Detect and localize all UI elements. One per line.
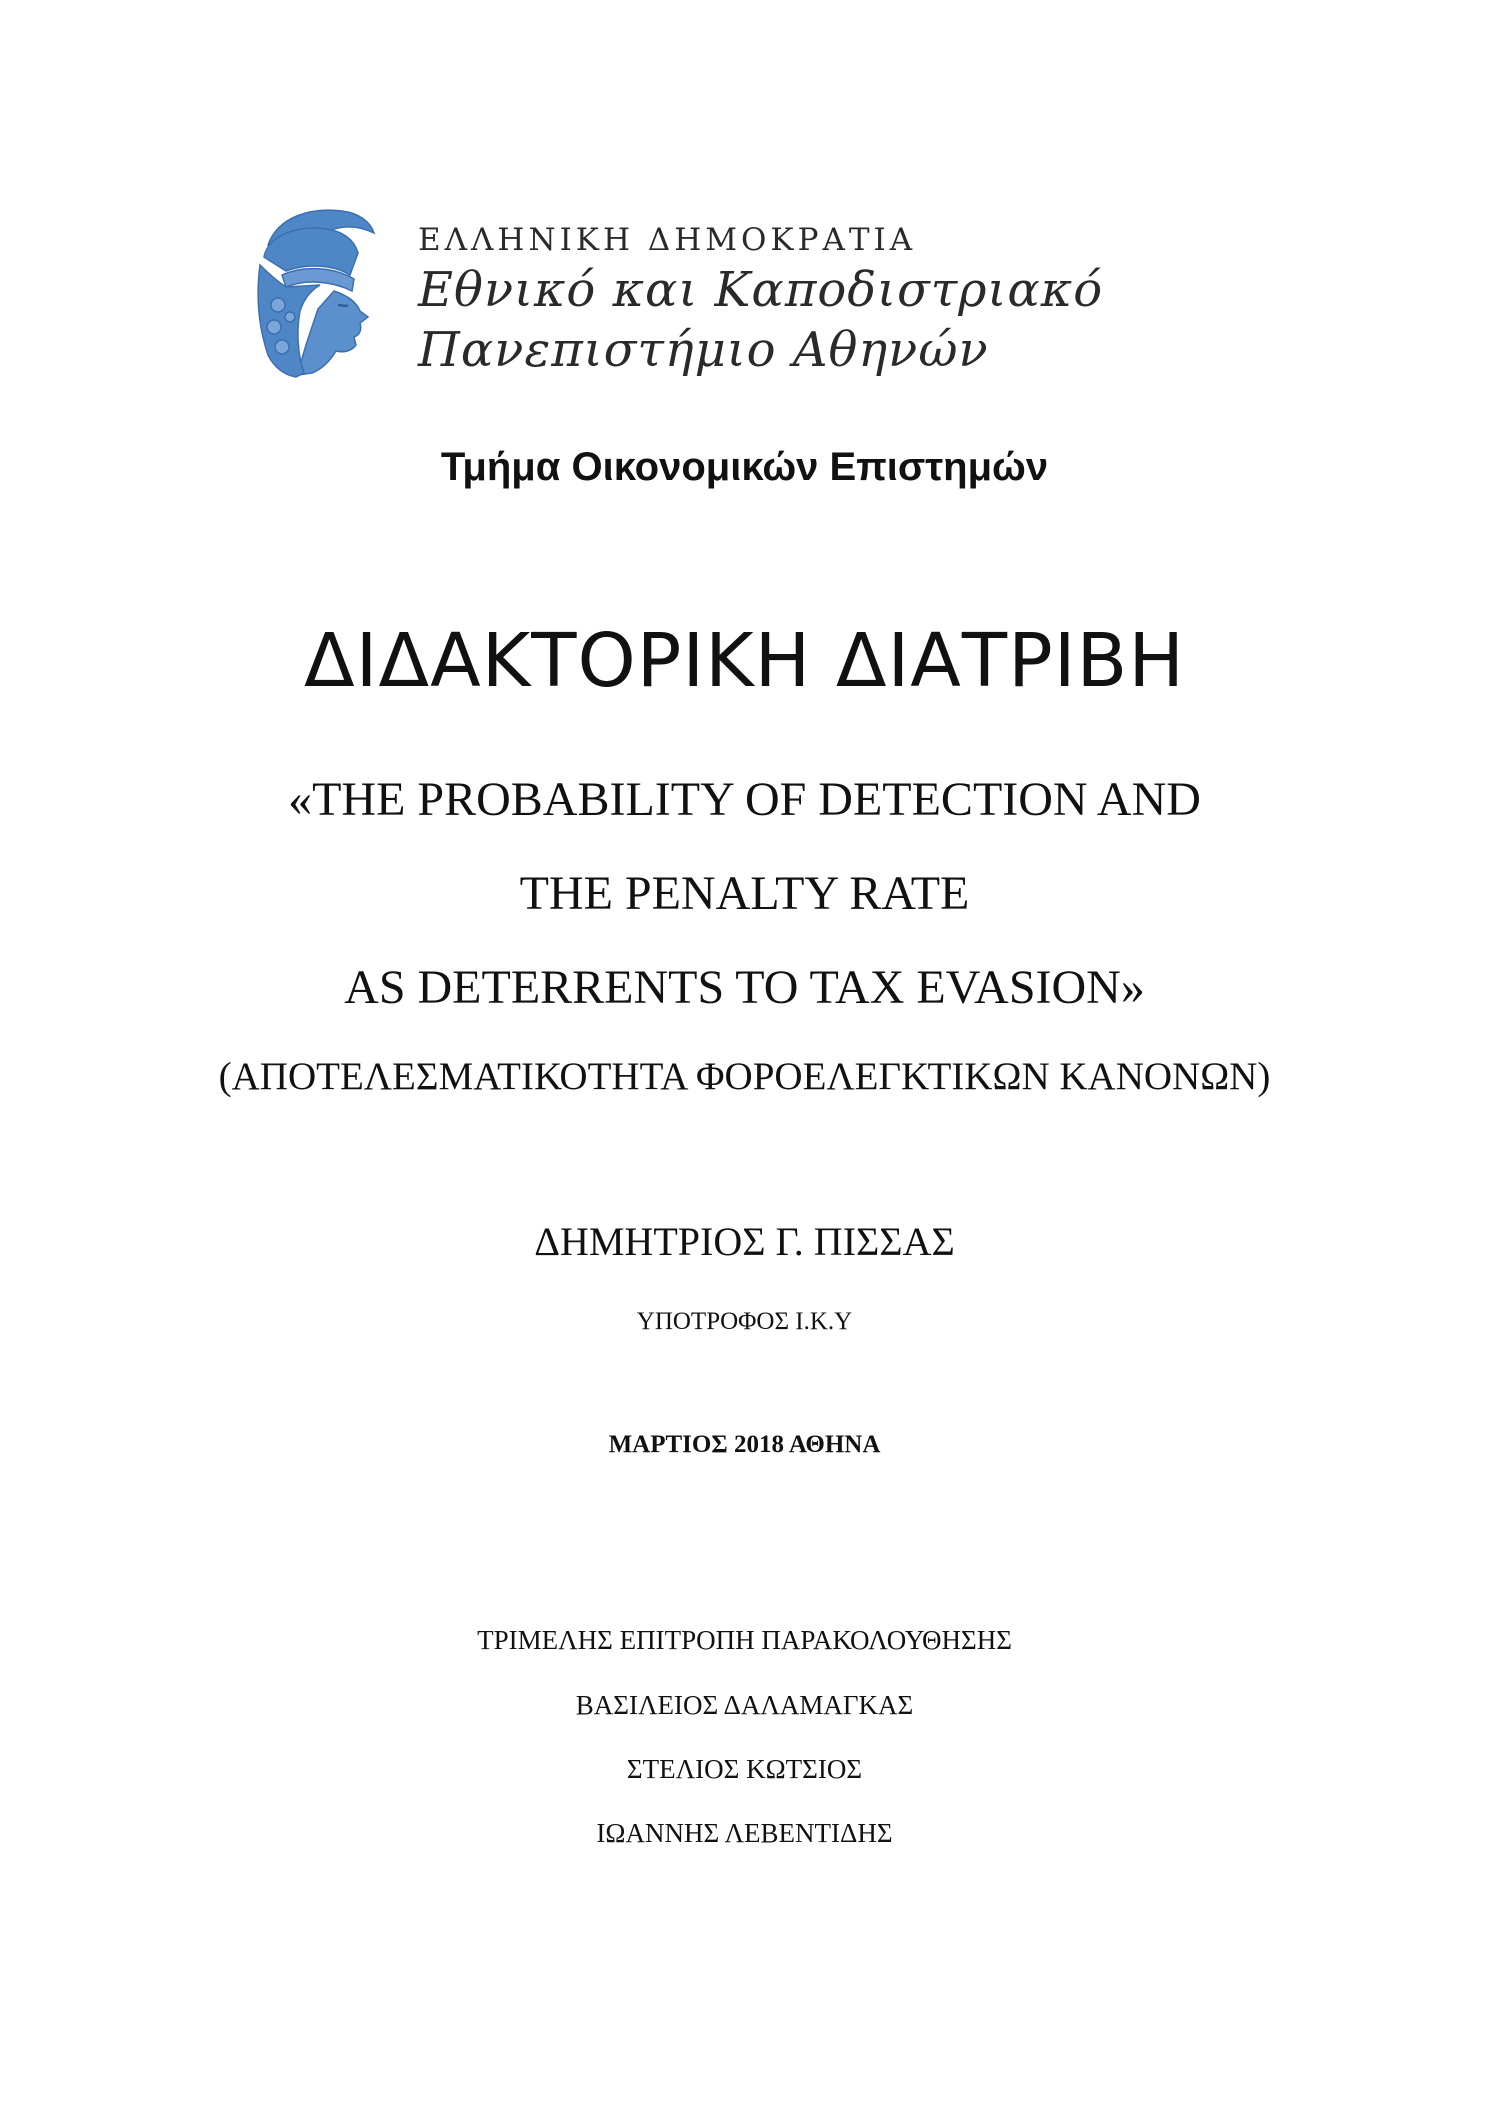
department-name: Τμήμα Οικονομικών Επιστημών [440, 445, 1049, 489]
committee-member: ΒΑΣΙΛΕΙΟΣ ΔΑΛΑΜΑΓΚΑΣ [575, 1690, 914, 1720]
university-name-line-1: Εθνικό και Καποδιστριακό [418, 262, 1104, 318]
thesis-title-line-3: AS DETERRENTS TO TAX EVASION» [344, 961, 1145, 1014]
thesis-title-line-2: THE PENALTY RATE [519, 867, 970, 920]
committee-member: ΣΤΕΛΙΟΣ ΚΩΤΣΙΟΣ [626, 1754, 863, 1784]
date-place: ΜΑΡΤΙΟΣ 2018 ΑΘΗΝΑ [608, 1431, 881, 1458]
document-type-heading: ΔΙΔΑΚΤΟΡΙΚΗ ΔΙΑΤΡΙΒΗ [304, 618, 1185, 704]
thesis-subtitle: (ΑΠΟΤΕΛΕΣΜΑΤΙΚΟΤΗΤΑ ΦΟΡΟΕΛΕΓΚΤΙΚΩΝ ΚΑΝΟΝΩΝ) [218, 1055, 1271, 1098]
university-name-line-2: Πανεπιστήμιο Αθηνών [418, 322, 989, 378]
thesis-title-line-1: «THE PROBABILITY OF DETECTION AND [288, 773, 1201, 826]
republic-label: ΕΛΛΗΝΙΚΗ ΔΗΜΟΚΡΑΤΙΑ [418, 222, 917, 258]
scholarship-label: ΥΠΟΤΡΟΦΟΣ Ι.Κ.Υ [636, 1308, 853, 1335]
athena-helmet-emblem-icon [238, 205, 378, 383]
committee-member: ΙΩΑΝΝΗΣ ΛΕΒΕΝΤΙΔΗΣ [596, 1818, 893, 1848]
committee-heading: ΤΡΙΜΕΛΗΣ ΕΠΙΤΡΟΠΗ ΠΑΡΑΚΟΛΟΥΘΗΣΗΣ [477, 1625, 1012, 1655]
university-header [418, 220, 1318, 380]
author-name: ΔΗΜΗΤΡΙΟΣ Γ. ΠΙΣΣΑΣ [534, 1219, 955, 1264]
